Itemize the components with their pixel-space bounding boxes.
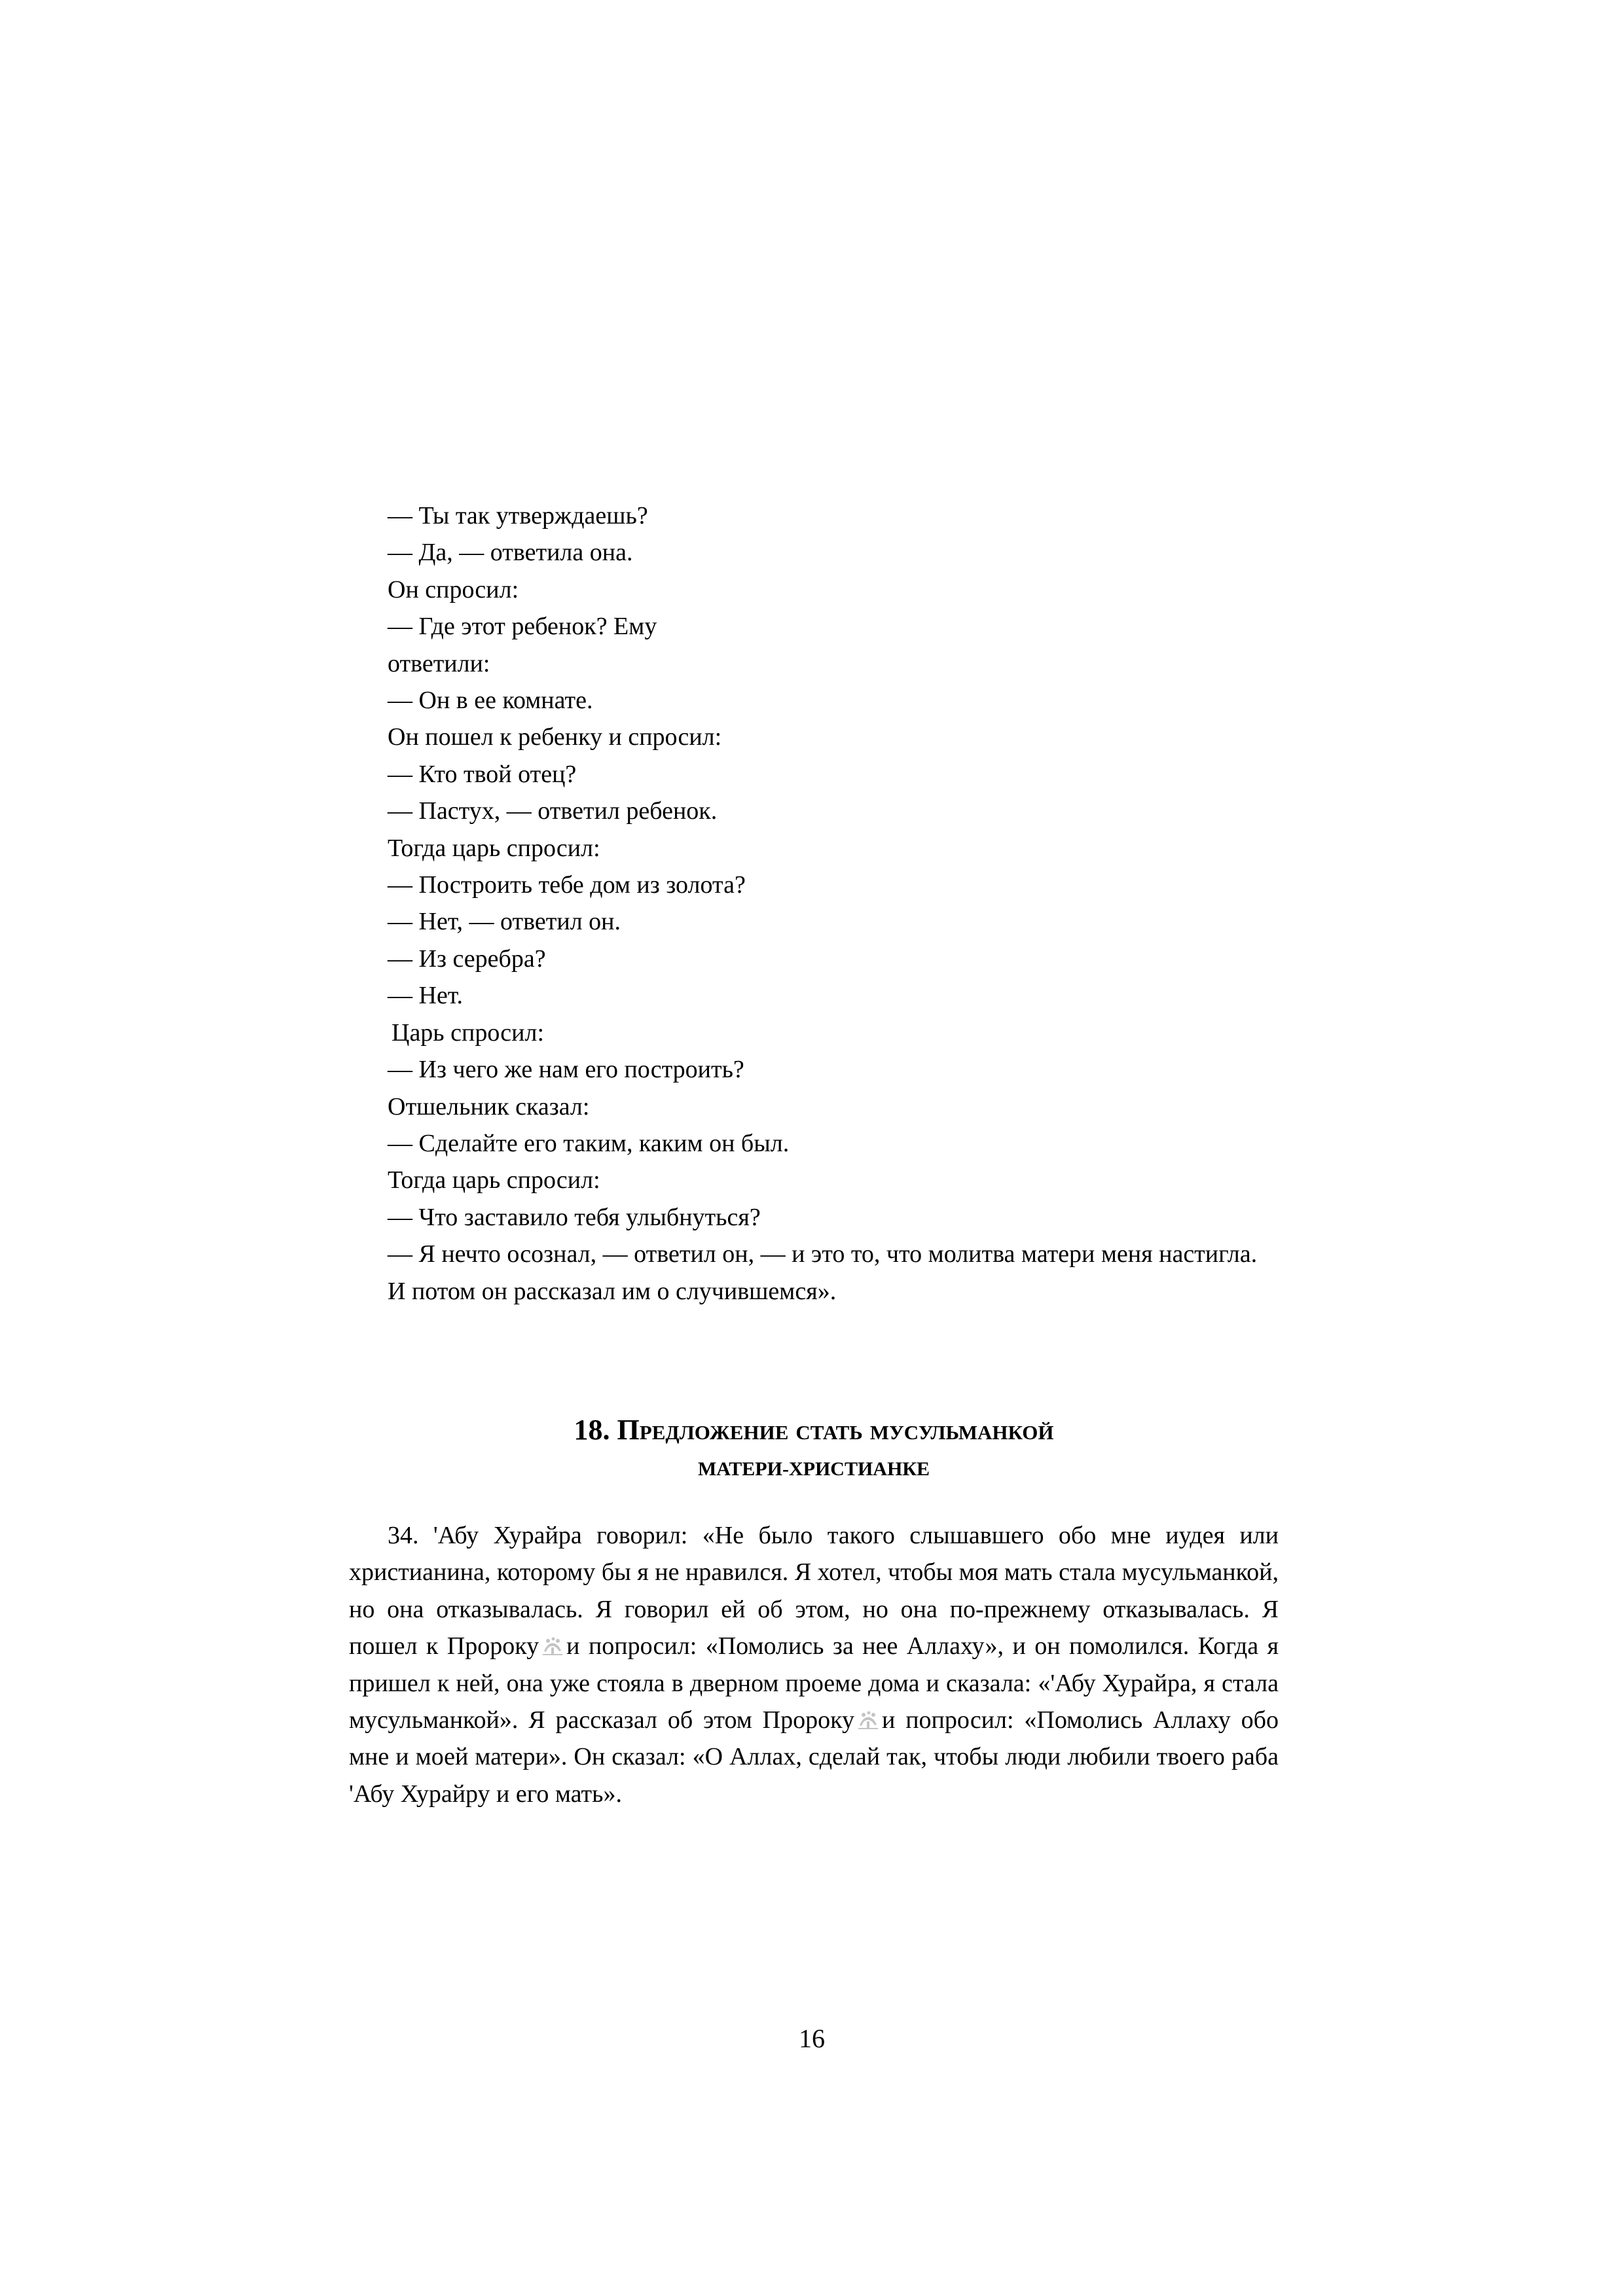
dialogue-line: — Нет. [388,982,464,1010]
dialogue-line: Тогда царь спросил: [388,834,600,862]
hadith-text-part: и попросил: «Помолись Аллаху обо мне и моей матери». Он сказал: «О Аллах, сделай так, чтобы люди любили твоего раба 'Абу Хурайру и его мать». [349,1706,1279,1808]
dialogue-paragraph: — Я нечто осознал, — ответил он, — и это то, что молитва матери меня настигла. [388,1240,1258,1268]
dialogue-line: Отшельник сказал: [388,1092,590,1121]
dialogue-line: — Ты так утверждаешь? [388,502,648,529]
section-heading [349,1408,1279,1487]
dialogue-line: Он пошел к ребенку и спросил: [388,723,722,751]
hadith-paragraph [349,1517,1279,1812]
section-title-line2: МАТЕРИ-ХРИСТИАНКЕ [697,1458,930,1480]
hadith-text-part: и попросил: «Помолись за нее Аллаху», и он помолился. Когда я пришел к ней, она уже стояла в дверном проеме дома и сказала: «'Абу Хурайра, я стала мусульманкой». Я рассказал об этом Пророку [349,1632,1279,1734]
dialogue-line: — Где этот ребенок? Ему [388,613,657,641]
dialogue-line: — Кто твой отец? [388,760,577,788]
salawat-calligraphy-icon [540,1633,565,1658]
dialogue-line: — Он в ее комнате. [388,687,593,715]
dialogue-line: — Пастух, — ответил ребенок. [388,797,718,825]
dialogue-line: — Да, — ответила она. [388,539,633,567]
dialogue-line: — Что заставило тебя улыбнуться? [388,1203,761,1231]
dialogue-line: — Построить тебе дом из золота? [388,871,746,899]
salawat-calligraphy-icon [856,1707,881,1732]
dialogue-line: Тогда царь спросил: [388,1166,600,1194]
dialogue-line: ответили: [388,649,490,677]
dialogue-line: — Из серебра? [388,944,546,973]
hadith-text-part: 34. 'Абу Хурайра говорил: «Не было такого слышавшего обо мне иудея или христианина, которому бы я не нравился. Я хотел, чтобы моя мать стала мусульманкой, но она отказывалась. Я говорил ей об этом, но она по-прежнему отказывалась. Я пошел к Пророку [349,1522,1279,1660]
section-title-line1: 18. Предложение стать мусульманкой [574,1414,1054,1446]
dialogue-block [349,497,1279,1310]
dialogue-line: — Сделайте его таким, каким он был. [388,1129,790,1157]
dialogue-line: Царь спросил: [392,1018,545,1047]
page-number: 16 [799,2024,825,2053]
closing-line: И потом он рассказал им о случившемся». [388,1277,837,1305]
dialogue-line: — Нет, — ответил он. [388,908,621,936]
dialogue-line: — Из чего же нам его построить? [388,1056,744,1084]
dialogue-line: Он спросил: [388,575,519,603]
